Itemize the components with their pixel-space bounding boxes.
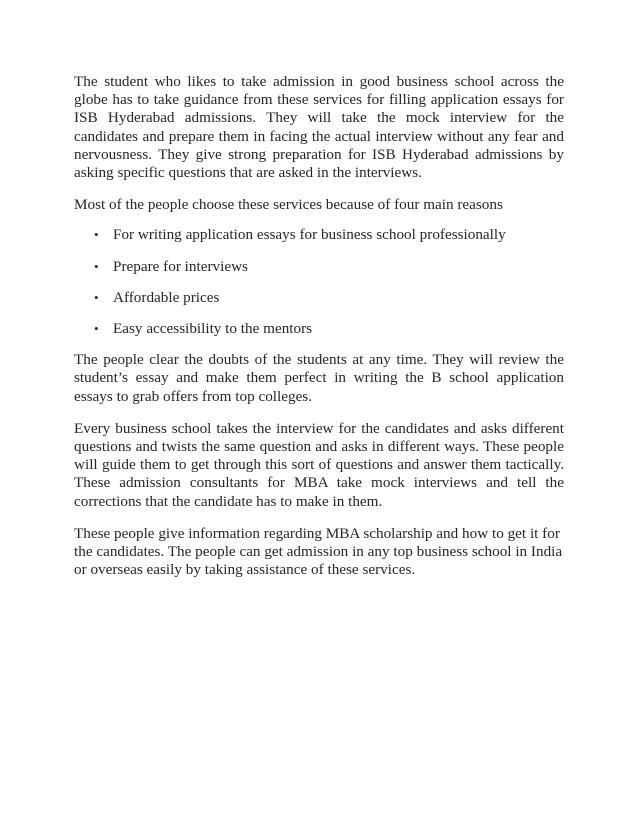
bullet-icon: • <box>94 227 99 243</box>
bullet-icon: • <box>94 289 99 305</box>
bullet-icon: • <box>94 321 99 337</box>
list-item-text: For writing application essays for business school professionally <box>113 226 506 244</box>
reasons-list <box>74 226 564 338</box>
paragraph-2: The people clear the doubts of the students at any time. They will review the student’s essay and make them perfect in writing the B school application essays to grab offers from top colleges. <box>74 351 564 405</box>
reasons-intro: Most of the people choose these services because of four main reasons <box>74 196 503 214</box>
list-item <box>74 226 564 244</box>
bullet-icon: • <box>94 258 99 274</box>
document-body <box>74 73 564 593</box>
list-item <box>74 258 564 276</box>
paragraph-4: These people give information regarding MBA scholarship and how to get it for the candidates. The people can get admission in any top business school in India or overseas easily by taking assistance of these services. <box>74 524 563 579</box>
list-item-text: Affordable prices <box>113 288 220 306</box>
list-item-text: Easy accessibility to the mentors <box>113 320 313 338</box>
list-item <box>74 289 564 307</box>
list-item-text: Prepare for interviews <box>113 257 248 275</box>
list-item <box>74 320 564 338</box>
paragraph-1: The student who likes to take admission in good business school across the globe has to take guidance from these services for filling application essays for ISB Hyderabad admissions. They will take the mock interview for the candidates and prepare them in facing the actual interview without any fear and nervousness. They give strong preparation for ISB Hyderabad admissions by asking specific questions that are asked in the interviews. <box>74 73 564 182</box>
paragraph-3: Every business school takes the interview for the candidates and asks different questions and twists the same question and asks in different ways. These people will guide them to get through this sort of questions and answer them tactically. These admission consultants for MBA take mock interviews and tell the corrections that the candidate has to make in them. <box>74 419 564 510</box>
